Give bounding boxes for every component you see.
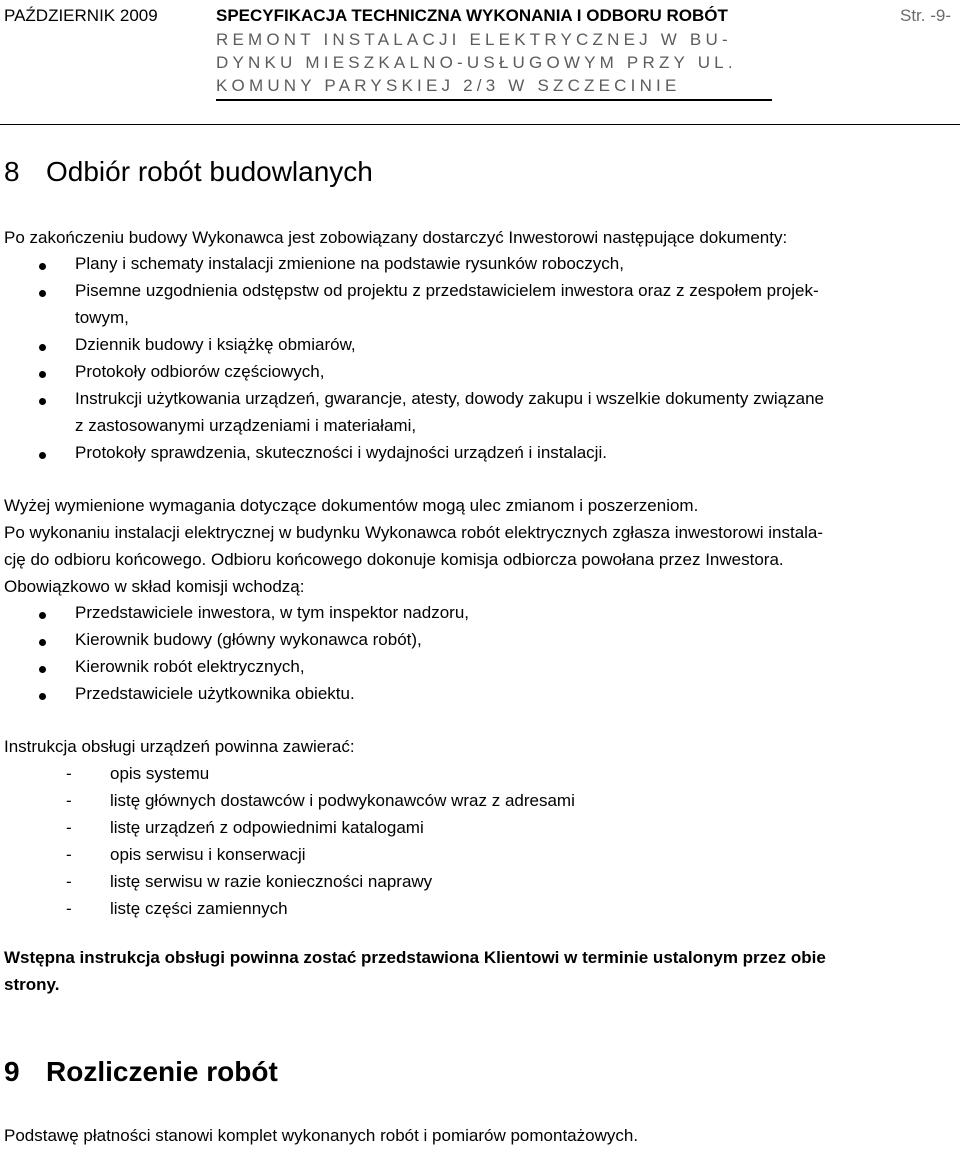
- manual-item: opis serwisu i konserwacji: [110, 845, 306, 864]
- commission-member: Kierownik robót elektrycznych,: [75, 657, 305, 676]
- commission-member: Przedstawiciele użytkownika obiektu.: [75, 684, 355, 703]
- document-item: Pisemne uzgodnienia odstępstw od projektu z przedstawicielem inwestora oraz z zespołem projek-: [75, 281, 819, 300]
- section-9-number: 9: [4, 1056, 20, 1087]
- section-8-heading: [4, 156, 373, 188]
- document-item: Plany i schematy instalacji zmienione na podstawie rysunków roboczych,: [75, 254, 624, 273]
- bold-note: strony.: [4, 975, 60, 994]
- section-9-title: Rozliczenie robót: [46, 1056, 278, 1087]
- bullet-icon: [39, 639, 46, 646]
- header-project-title-line3: KOMUNY PARYSKIEJ 2/3 W SZCZECINIE: [216, 76, 681, 95]
- bullet-icon: [39, 344, 46, 351]
- section-9-heading: [4, 1056, 278, 1088]
- dash-icon: -: [66, 818, 72, 837]
- dash-icon: -: [66, 764, 72, 783]
- bullet-icon: [39, 371, 46, 378]
- document-item-continued: z zastosowanymi urządzeniami i materiałami,: [75, 416, 417, 435]
- document-item: Protokoły sprawdzenia, skuteczności i wydajności urządzeń i instalacji.: [75, 443, 607, 462]
- manual-intro: Instrukcja obsługi urządzeń powinna zawierać:: [4, 737, 355, 756]
- bullet-icon: [39, 290, 46, 297]
- document-item-continued: towym,: [75, 308, 129, 327]
- header-project-title-line2: DYNKU MIESZKALNO-USŁUGOWYM PRZY UL.: [216, 53, 737, 72]
- bold-note: Wstępna instrukcja obsługi powinna zostać przedstawiona Klientowi w terminie ustalonym przez obie: [4, 948, 826, 967]
- document-item: Protokoły odbiorów częściowych,: [75, 362, 325, 381]
- bullet-icon: [39, 666, 46, 673]
- commission-member: Przedstawiciele inwestora, w tym inspektor nadzoru,: [75, 603, 469, 622]
- header-rule: [0, 124, 960, 125]
- section-9-text: Podstawę płatności stanowi komplet wykonanych robót i pomiarów pomontażowych.: [4, 1126, 639, 1145]
- bullet-icon: [39, 693, 46, 700]
- header-project-title-line1: REMONT INSTALACJI ELEKTRYCZNEJ W BU-: [216, 30, 732, 49]
- manual-item: listę głównych dostawców i podwykonawców wraz z adresami: [110, 791, 575, 810]
- manual-item: listę części zamiennych: [110, 899, 288, 918]
- paragraph-requirements: Wyżej wymienione wymagania dotyczące dokumentów mogą ulec zmianom i poszerzeniom.: [4, 496, 699, 515]
- manual-item: listę serwisu w razie konieczności naprawy: [110, 872, 433, 891]
- header-date: PAŹDZIERNIK 2009: [4, 6, 158, 25]
- section-8-title: Odbiór robót budowlanych: [46, 156, 373, 187]
- manual-item: listę urządzeń z odpowiednimi katalogami: [110, 818, 424, 837]
- header-page-number: Str. -9-: [900, 6, 952, 25]
- manual-item: opis systemu: [110, 764, 210, 783]
- commission-member: Kierownik budowy (główny wykonawca robót),: [75, 630, 422, 649]
- dash-icon: -: [66, 872, 72, 891]
- header-spec-title: SPECYFIKACJA TECHNICZNA WYKONANIA I ODBORU ROBÓT: [216, 6, 728, 25]
- bullet-icon: [39, 263, 46, 270]
- paragraph-final-acceptance: Po wykonaniu instalacji elektrycznej w budynku Wykonawca robót elektrycznych zgłasza inwestorowi instala-: [4, 523, 824, 542]
- bullet-icon: [39, 398, 46, 405]
- dash-icon: -: [66, 845, 72, 864]
- section-8-intro: Po zakończeniu budowy Wykonawca jest zobowiązany dostarczyć Inwestorowi następujące dokumenty:: [4, 228, 788, 247]
- section-8-number: 8: [4, 156, 20, 187]
- dash-icon: -: [66, 791, 72, 810]
- document-item: Dziennik budowy i książkę obmiarów,: [75, 335, 356, 354]
- bullet-icon: [39, 452, 46, 459]
- paragraph-final-acceptance: cję do odbioru końcowego. Odbioru końcowego dokonuje komisja odbiorcza powołana przez Inwestora.: [4, 550, 784, 569]
- dash-icon: -: [66, 899, 72, 918]
- paragraph-final-acceptance: Obowiązkowo w skład komisji wchodzą:: [4, 577, 305, 596]
- header-title-underline: [216, 99, 772, 101]
- document-item: Instrukcji użytkowania urządzeń, gwarancje, atesty, dowody zakupu i wszelkie dokumenty związane: [75, 389, 824, 408]
- bullet-icon: [39, 612, 46, 619]
